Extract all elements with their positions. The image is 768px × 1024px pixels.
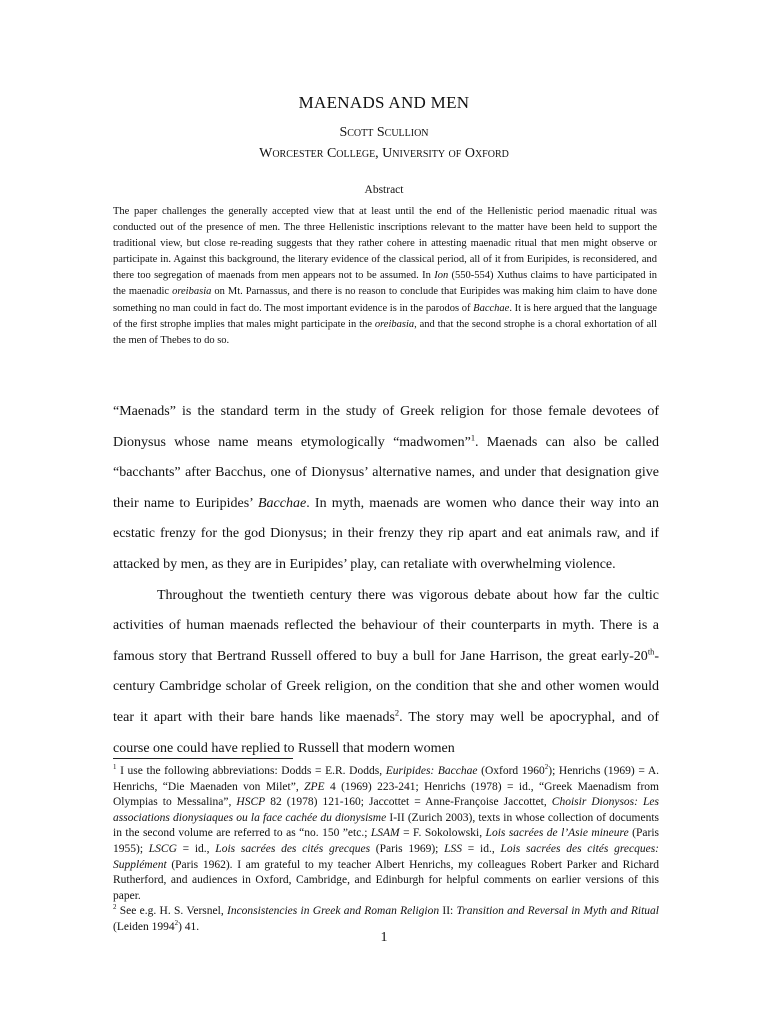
footnote-separator [113,758,293,759]
italic-run: LSCG [148,842,177,855]
italic-run: ZPE [304,780,325,793]
abstract-italic: Ion [434,270,449,282]
author-affiliation: Worcester College, University of Oxford [259,146,509,161]
footnote-number: 1 [113,764,117,772]
text-run: (Leiden 1994 [113,920,175,933]
italic-run: Bacchae [258,495,307,511]
superscript: 2 [174,920,179,928]
abstract-text [113,204,657,349]
text-run: ) 41. [178,920,200,933]
italic-run: Euripides: Bacchae [385,765,478,777]
footnote-number: 2 [113,904,117,912]
abstract-part: (550-554) Xuthus claims to have participated in the maenadic [113,270,657,298]
superscript: 2 [544,764,549,772]
abstract-part: The paper challenges the generally accepted view that at least until the end of the Hellenistic period maenadic ritual was conducted out of the presence of men. The three Hellenistic inscriptions relevant to the matter have been held to support the traditional view, but close re-reading suggests that they rather cohere in attesting maenadic ritual that men might observe or participate in. Against this background, the literary evidence of the classical period, all of it from Euripides, is reconsidered, and there too segregation of maenads from men appears not to be assumed. In [113,206,657,282]
italic-run: Choisir Dionysos: Les associations dionysiaques ou la face cachée du dionysisme [113,796,659,824]
footnotes [113,764,659,936]
italic-run: Lois sacrées des cités grecques: Supplément [113,842,660,871]
abstract-heading: Abstract [364,184,404,196]
text-run: (Paris 1969); [370,842,445,855]
text-run: ); Henrichs (1969) = A. Henrichs, “Die Maenaden von Milet”, [113,765,660,793]
text-run: “Maenads” is the standard term in the study of Greek religion for those female devotees of Dionysus whose name means etymologically “madwomen” [113,404,659,450]
abstract-part: . It is here argued that the language of the first strophe implies that males might participate in the [113,302,657,330]
text-run: I use the following abbreviations: Dodds = E.R. Dodds, [116,765,386,777]
body-paragraph-1 [113,397,659,581]
text-run: (Oxford 1960 [477,765,545,777]
footnote-1 [113,764,659,904]
text-run: Throughout the twentieth century there was vigorous debate about how far the cultic activities of human maenads reflected the behaviour of their counterparts in myth. There is a famous story that Bertrand Russell offered to buy a bull for Jane Harrison, the great early-20 [113,587,659,664]
text-run: II: [439,905,457,918]
italic-run: Inconsistencies in Greek and Roman Religion [227,905,440,918]
text-run: = id., [462,842,501,855]
paper-title: MAENADS AND MEN [298,93,470,112]
abstract-italic: Bacchae [473,302,510,314]
text-run: . The story may well be apocryphal, and of course one could have replied to Russell that modern women [113,709,659,756]
text-run: (Paris 1955); [113,827,659,855]
text-run: . Maenads can also be called “bacchants” after Bacchus, one of Dionysus’ alternative names, and under that designation give their name to Euripides’ [113,434,659,511]
italic-run: Lois sacrées des cités grecques [215,842,371,855]
body-text [113,397,659,764]
text-run: = F. Sokolowski, [399,827,486,840]
text-run: 82 (1978) 121-160; Jaccottet = Anne-Françoise Jaccottet, [265,796,552,809]
body-paragraph-2 [113,581,659,765]
page-number: 1 [380,930,388,945]
text-run: I-II (Zurich 2003), texts in whose collection of documents in the second volume are referred to as “no. 150 ”etc.; [113,811,659,840]
abstract-italic: oreibasia [172,286,212,298]
abstract-italic: oreibasia [374,318,415,330]
italic-run: Lois sacrées de l’Asie mineure [485,827,629,840]
italic-run: HSCP [236,796,266,809]
abstract-part: , and that the second strophe is a choral exhortation of all the men of Thebes to do so. [113,318,657,346]
italic-run: LSAM [370,827,400,840]
italic-run: Transition and Reversal in Myth and Ritual [456,905,659,918]
text-run: . In myth, maenads are women who dance their way into an ecstatic frenzy for the god Dionysus; in their frenzy they rip apart and eat animals raw, and if attacked by men, as they are in Euripides’ play, can retaliate with overwhelming violence. [113,495,660,572]
text-run: -century Cambridge scholar of Greek religion, on the condition that she and other women would tear it apart with their bare hands like maenads [113,648,659,725]
abstract-part: on Mt. Parnassus, and there is no reason to conclude that Euripides was making him claim to have done something no man could in fact do. The most important evidence is in the parodos of [113,286,657,314]
text-run: (Paris 1962). I am grateful to my teacher Albert Henrichs, my colleagues Robert Parker and Richard Rutherford, and audiences in Oxford, Cambridge, and Edinburgh for helpful comments on earlier versions of this paper. [113,858,659,902]
text-run: 4 (1969) 223-241; Henrichs (1978) = id., “Greek Maenadism from Olympias to Messalina”, [113,780,659,809]
footnote-ref-2[interactable]: 2 [394,708,400,718]
italic-run: LSS [444,842,463,855]
text-run: = id., [176,842,216,855]
footnote-ref-1[interactable]: 1 [470,432,475,442]
text-run: See e.g. H. S. Versnel, [116,905,227,918]
author-name: Scott Scullion [339,125,429,140]
ordinal-suffix: th [647,647,655,657]
